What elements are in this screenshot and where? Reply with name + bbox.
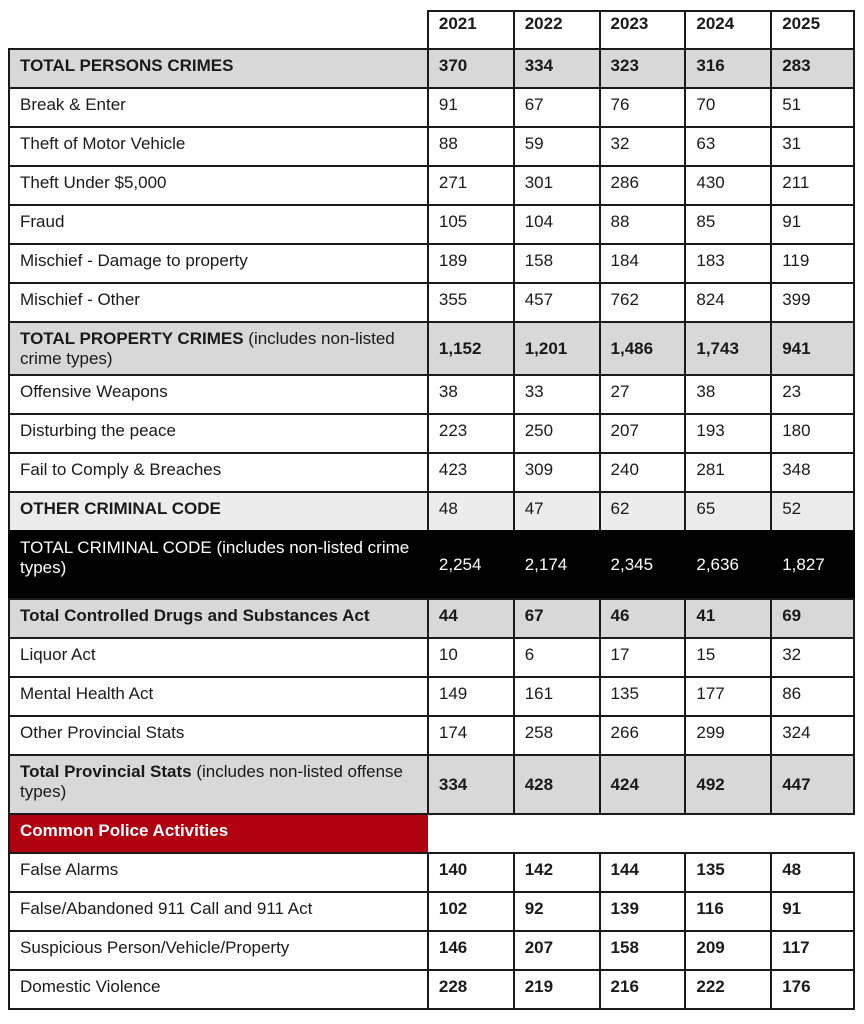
value-text: 281: [696, 460, 725, 479]
value-text: 105: [438, 212, 468, 231]
value-cell-2023: [599, 374, 685, 413]
value-cell-2021: [427, 282, 513, 321]
value-text: 38: [438, 382, 458, 401]
table-row: [8, 969, 855, 1008]
value-text: 23: [782, 382, 802, 401]
value-cell-2023: [599, 126, 685, 165]
value-cell-2024: [684, 715, 770, 754]
value-cell-2021: [427, 413, 513, 452]
row-label: [8, 126, 427, 165]
row-label-text: TOTAL CRIMINAL CODE (includes non-listed crime types): [20, 538, 410, 577]
section-header-empty: [428, 813, 855, 852]
value-cell-2021: [427, 321, 513, 374]
table-row: [8, 598, 855, 637]
table-row: [8, 852, 855, 891]
value-cell-2022: [513, 321, 599, 374]
row-label: [8, 282, 427, 321]
value-cell-2025: [770, 598, 855, 637]
value-cell-2023: [599, 165, 685, 204]
value-cell-2023: 158: [599, 930, 685, 969]
value-cell-2025: [770, 637, 855, 676]
value-cell-2022: [513, 374, 599, 413]
value-cell-2024: [684, 637, 770, 676]
value-text: 423: [438, 460, 468, 479]
value-cell-2025: 48: [770, 852, 855, 891]
value-cell-2022: [513, 715, 599, 754]
value-cell-2022: [513, 676, 599, 715]
value-cell-2025: [770, 715, 855, 754]
row-label-bold: TOTAL PERSONS CRIMES: [20, 56, 234, 75]
value-text: 33: [524, 382, 544, 401]
value-cell-2025: [770, 676, 855, 715]
value-cell-2021: 146: [427, 930, 513, 969]
value-cell-2023: [599, 676, 685, 715]
value-cell-2023: [599, 48, 685, 87]
value-cell-2023: [599, 452, 685, 491]
row-label: [8, 243, 427, 282]
value-cell-2022: [513, 126, 599, 165]
value-cell-2021: [427, 243, 513, 282]
row-label: [8, 321, 427, 374]
value-text: 32: [782, 645, 802, 664]
value-text: 32: [610, 134, 630, 153]
value-cell-2025: [770, 282, 855, 321]
value-text: 240: [610, 460, 639, 479]
row-label: [8, 48, 427, 87]
value-cell-2023: [599, 491, 685, 530]
value-text: 399: [782, 290, 811, 309]
value-text: 334: [438, 774, 468, 794]
value-cell-2023: [599, 715, 685, 754]
row-label-text: Theft of Motor Vehicle: [20, 134, 186, 153]
value-text: 104: [524, 212, 554, 231]
value-text: 85: [696, 212, 716, 231]
value-cell-2024: [684, 530, 770, 598]
value-cell-2025: [770, 754, 855, 813]
value-cell-2021: 228: [427, 969, 513, 1008]
value-cell-2024: [684, 754, 770, 813]
value-text: 430: [696, 173, 725, 192]
value-text: 1,827: [782, 555, 825, 574]
row-label-text: Disturbing the peace: [20, 421, 176, 440]
value-text: 1,486: [610, 338, 654, 358]
value-cell-2021: [427, 48, 513, 87]
value-text: 67: [524, 95, 544, 114]
value-cell-2022: 207: [513, 930, 599, 969]
value-text: 88: [438, 134, 458, 153]
value-text: 174: [438, 723, 468, 742]
value-text: 46: [610, 606, 630, 625]
value-text: 193: [696, 421, 725, 440]
value-text: 149: [438, 684, 468, 703]
value-text: 91: [438, 95, 458, 114]
value-text: 324: [782, 723, 811, 742]
row-label-text: Mischief - Other: [20, 290, 140, 309]
value-text: 17: [610, 645, 630, 664]
value-text: 38: [696, 382, 716, 401]
value-cell-2021: [427, 126, 513, 165]
row-label-text: Mischief - Damage to property: [20, 251, 248, 270]
row-label-text: Break & Enter: [20, 95, 126, 114]
value-text: 334: [524, 56, 554, 75]
table-row: [8, 930, 855, 969]
value-text: 447: [782, 774, 811, 794]
row-label: [8, 374, 427, 413]
value-cell-2021: [427, 491, 513, 530]
value-text: 2,345: [610, 555, 654, 574]
row-label-text: Other Provincial Stats: [20, 723, 185, 742]
row-label: Suspicious Person/Vehicle/Property: [8, 930, 427, 969]
value-cell-2025: [770, 530, 855, 598]
row-label-text: Liquor Act: [20, 645, 96, 664]
value-text: 10: [438, 645, 458, 664]
value-cell-2021: [427, 204, 513, 243]
value-cell-2023: [599, 598, 685, 637]
table-row: [8, 676, 855, 715]
value-cell-2021: 140: [427, 852, 513, 891]
row-label: [8, 754, 427, 813]
row-label: False Alarms: [8, 852, 427, 891]
year-header-2023: 2023: [599, 10, 685, 48]
value-cell-2024: 209: [684, 930, 770, 969]
row-label-text: Fraud: [20, 212, 65, 231]
value-text: 47: [524, 499, 544, 518]
value-cell-2021: [427, 452, 513, 491]
row-label-text: (includes non-listed offense types): [20, 762, 403, 801]
table-row: [8, 452, 855, 491]
value-text: 6: [524, 645, 535, 664]
value-cell-2022: [513, 491, 599, 530]
value-cell-2022: [513, 243, 599, 282]
value-cell-2023: [599, 530, 685, 598]
header-blank-cell: [8, 10, 427, 48]
value-text: 457: [524, 290, 554, 309]
value-cell-2025: [770, 491, 855, 530]
row-label-text: Fail to Comply & Breaches: [20, 460, 222, 479]
value-text: 283: [782, 56, 811, 75]
table-bottom-border: [8, 1008, 855, 1010]
value-text: 2,636: [696, 555, 739, 574]
value-text: 91: [782, 212, 802, 231]
value-cell-2021: [427, 165, 513, 204]
row-label-text: Mental Health Act: [20, 684, 154, 703]
value-cell-2021: [427, 87, 513, 126]
section-header-common-police-activities: Common Police Activities: [8, 813, 428, 852]
value-cell-2025: [770, 126, 855, 165]
value-text: 183: [696, 251, 725, 270]
row-label: [8, 87, 427, 126]
value-text: 48: [438, 499, 458, 518]
table-row: [8, 754, 855, 813]
value-cell-2022: 92: [513, 891, 599, 930]
value-cell-2025: [770, 165, 855, 204]
row-label-text: Offensive Weapons: [20, 382, 168, 401]
row-label-text: Theft Under $5,000: [20, 173, 167, 192]
value-cell-2025: [770, 413, 855, 452]
table-row: [8, 126, 855, 165]
value-cell-2025: 117: [770, 930, 855, 969]
value-text: 86: [782, 684, 802, 703]
value-text: 223: [438, 421, 468, 440]
value-text: 824: [696, 290, 725, 309]
table-row: [8, 374, 855, 413]
value-cell-2023: [599, 321, 685, 374]
table-row: [8, 165, 855, 204]
value-cell-2024: [684, 87, 770, 126]
value-cell-2025: 176: [770, 969, 855, 1008]
value-cell-2022: [513, 282, 599, 321]
value-text: 299: [696, 723, 725, 742]
value-cell-2022: [513, 452, 599, 491]
row-label: False/Abandoned 911 Call and 911 Act: [8, 891, 427, 930]
value-cell-2023: [599, 204, 685, 243]
value-cell-2023: 216: [599, 969, 685, 1008]
value-cell-2023: 139: [599, 891, 685, 930]
value-text: 323: [610, 56, 639, 75]
table-row: [8, 413, 855, 452]
year-header-2024: 2024: [684, 10, 770, 48]
value-text: 119: [782, 251, 810, 270]
value-text: 762: [610, 290, 639, 309]
table-row: [8, 715, 855, 754]
value-cell-2022: 219: [513, 969, 599, 1008]
section-header-row: [8, 813, 855, 852]
value-cell-2025: [770, 452, 855, 491]
value-cell-2022: [513, 754, 599, 813]
row-label-bold: TOTAL PROPERTY CRIMES: [20, 329, 244, 348]
table-row: [8, 48, 855, 87]
value-text: 44: [438, 606, 458, 625]
value-text: 63: [696, 134, 716, 153]
value-text: 180: [782, 421, 811, 440]
value-cell-2025: [770, 374, 855, 413]
value-text: 15: [696, 645, 716, 664]
value-cell-2024: [684, 452, 770, 491]
value-text: 31: [782, 134, 802, 153]
value-cell-2023: [599, 637, 685, 676]
value-cell-2022: [513, 530, 599, 598]
value-text: 76: [610, 95, 630, 114]
value-text: 266: [610, 723, 639, 742]
value-text: 1,152: [438, 338, 482, 358]
value-cell-2024: [684, 598, 770, 637]
value-text: 2,254: [438, 555, 482, 574]
value-cell-2021: 102: [427, 891, 513, 930]
value-cell-2024: [684, 204, 770, 243]
table-row: [8, 282, 855, 321]
value-cell-2021: [427, 754, 513, 813]
row-label: [8, 598, 427, 637]
value-cell-2021: [427, 637, 513, 676]
value-cell-2025: [770, 87, 855, 126]
value-cell-2024: [684, 413, 770, 452]
year-header-2025: 2025: [770, 10, 855, 48]
table-row: [8, 891, 855, 930]
value-cell-2023: 144: [599, 852, 685, 891]
value-cell-2024: [684, 491, 770, 530]
value-cell-2023: [599, 413, 685, 452]
value-text: 88: [610, 212, 630, 231]
value-text: 316: [696, 56, 725, 75]
value-text: 301: [524, 173, 554, 192]
table-row: [8, 530, 855, 598]
value-cell-2022: [513, 637, 599, 676]
row-label-bold: Total Controlled Drugs and Substances Act: [20, 606, 370, 625]
row-label: [8, 413, 427, 452]
value-text: 207: [610, 421, 639, 440]
table-row: [8, 87, 855, 126]
value-cell-2024: [684, 374, 770, 413]
value-text: 27: [610, 382, 630, 401]
value-text: 59: [524, 134, 544, 153]
value-text: 309: [524, 460, 554, 479]
value-text: 62: [610, 499, 630, 518]
value-cell-2022: [513, 598, 599, 637]
year-header-2022: 2022: [513, 10, 599, 48]
row-label-bold: Total Provincial Stats: [20, 762, 192, 781]
value-text: 67: [524, 606, 544, 625]
row-label: [8, 204, 427, 243]
value-text: 1,201: [524, 338, 568, 358]
value-text: 65: [696, 499, 716, 518]
value-cell-2024: [684, 243, 770, 282]
value-cell-2025: [770, 243, 855, 282]
value-cell-2023: [599, 754, 685, 813]
value-cell-2025: [770, 321, 855, 374]
table-row: [8, 243, 855, 282]
value-text: 189: [438, 251, 468, 270]
row-label: [8, 676, 427, 715]
value-text: 428: [524, 774, 554, 794]
value-cell-2024: [684, 165, 770, 204]
value-cell-2024: [684, 48, 770, 87]
value-cell-2024: 116: [684, 891, 770, 930]
value-text: 348: [782, 460, 811, 479]
row-label-text: (includes non-listed crime types): [20, 329, 395, 368]
value-cell-2024: 222: [684, 969, 770, 1008]
value-text: 135: [610, 684, 639, 703]
row-label: Domestic Violence: [8, 969, 427, 1008]
value-cell-2022: [513, 165, 599, 204]
value-text: 1,743: [696, 338, 739, 358]
value-cell-2023: [599, 243, 685, 282]
crime-statistics-table: [8, 10, 855, 1008]
value-text: 158: [524, 251, 554, 270]
value-text: 211: [782, 173, 810, 192]
value-cell-2022: 142: [513, 852, 599, 891]
value-text: 70: [696, 95, 716, 114]
value-cell-2025: 91: [770, 891, 855, 930]
value-cell-2024: [684, 282, 770, 321]
value-text: 492: [696, 774, 725, 794]
value-text: 69: [782, 606, 802, 625]
value-cell-2024: 135: [684, 852, 770, 891]
table-row: [8, 637, 855, 676]
value-text: 258: [524, 723, 554, 742]
value-cell-2024: [684, 676, 770, 715]
value-cell-2023: [599, 282, 685, 321]
year-header-2021: 2021: [427, 10, 513, 48]
year-header-row: [8, 10, 855, 48]
value-text: 177: [696, 684, 725, 703]
value-text: 52: [782, 499, 802, 518]
value-cell-2022: [513, 204, 599, 243]
value-cell-2022: [513, 413, 599, 452]
value-cell-2021: [427, 598, 513, 637]
value-cell-2022: [513, 48, 599, 87]
row-label: [8, 452, 427, 491]
value-cell-2025: [770, 48, 855, 87]
value-cell-2021: [427, 374, 513, 413]
value-cell-2022: [513, 87, 599, 126]
row-label: [8, 491, 427, 530]
table-row: [8, 204, 855, 243]
value-text: 370: [438, 56, 468, 75]
value-text: 355: [438, 290, 468, 309]
value-text: 2,174: [524, 555, 568, 574]
row-label: [8, 165, 427, 204]
table-row: [8, 491, 855, 530]
value-text: 41: [696, 606, 716, 625]
value-text: 941: [782, 338, 811, 358]
row-label: [8, 530, 427, 598]
value-cell-2021: [427, 676, 513, 715]
value-cell-2021: [427, 715, 513, 754]
row-label-bold: OTHER CRIMINAL CODE: [20, 499, 221, 518]
value-cell-2024: [684, 321, 770, 374]
value-text: 51: [782, 95, 802, 114]
value-text: 271: [438, 173, 468, 192]
value-cell-2023: [599, 87, 685, 126]
row-label: [8, 715, 427, 754]
value-cell-2025: [770, 204, 855, 243]
value-text: 286: [610, 173, 639, 192]
value-cell-2021: [427, 530, 513, 598]
value-text: 161: [524, 684, 554, 703]
table-row: [8, 321, 855, 374]
row-label: [8, 637, 427, 676]
value-text: 250: [524, 421, 554, 440]
value-cell-2024: [684, 126, 770, 165]
value-text: 424: [610, 774, 639, 794]
value-text: 184: [610, 251, 639, 270]
